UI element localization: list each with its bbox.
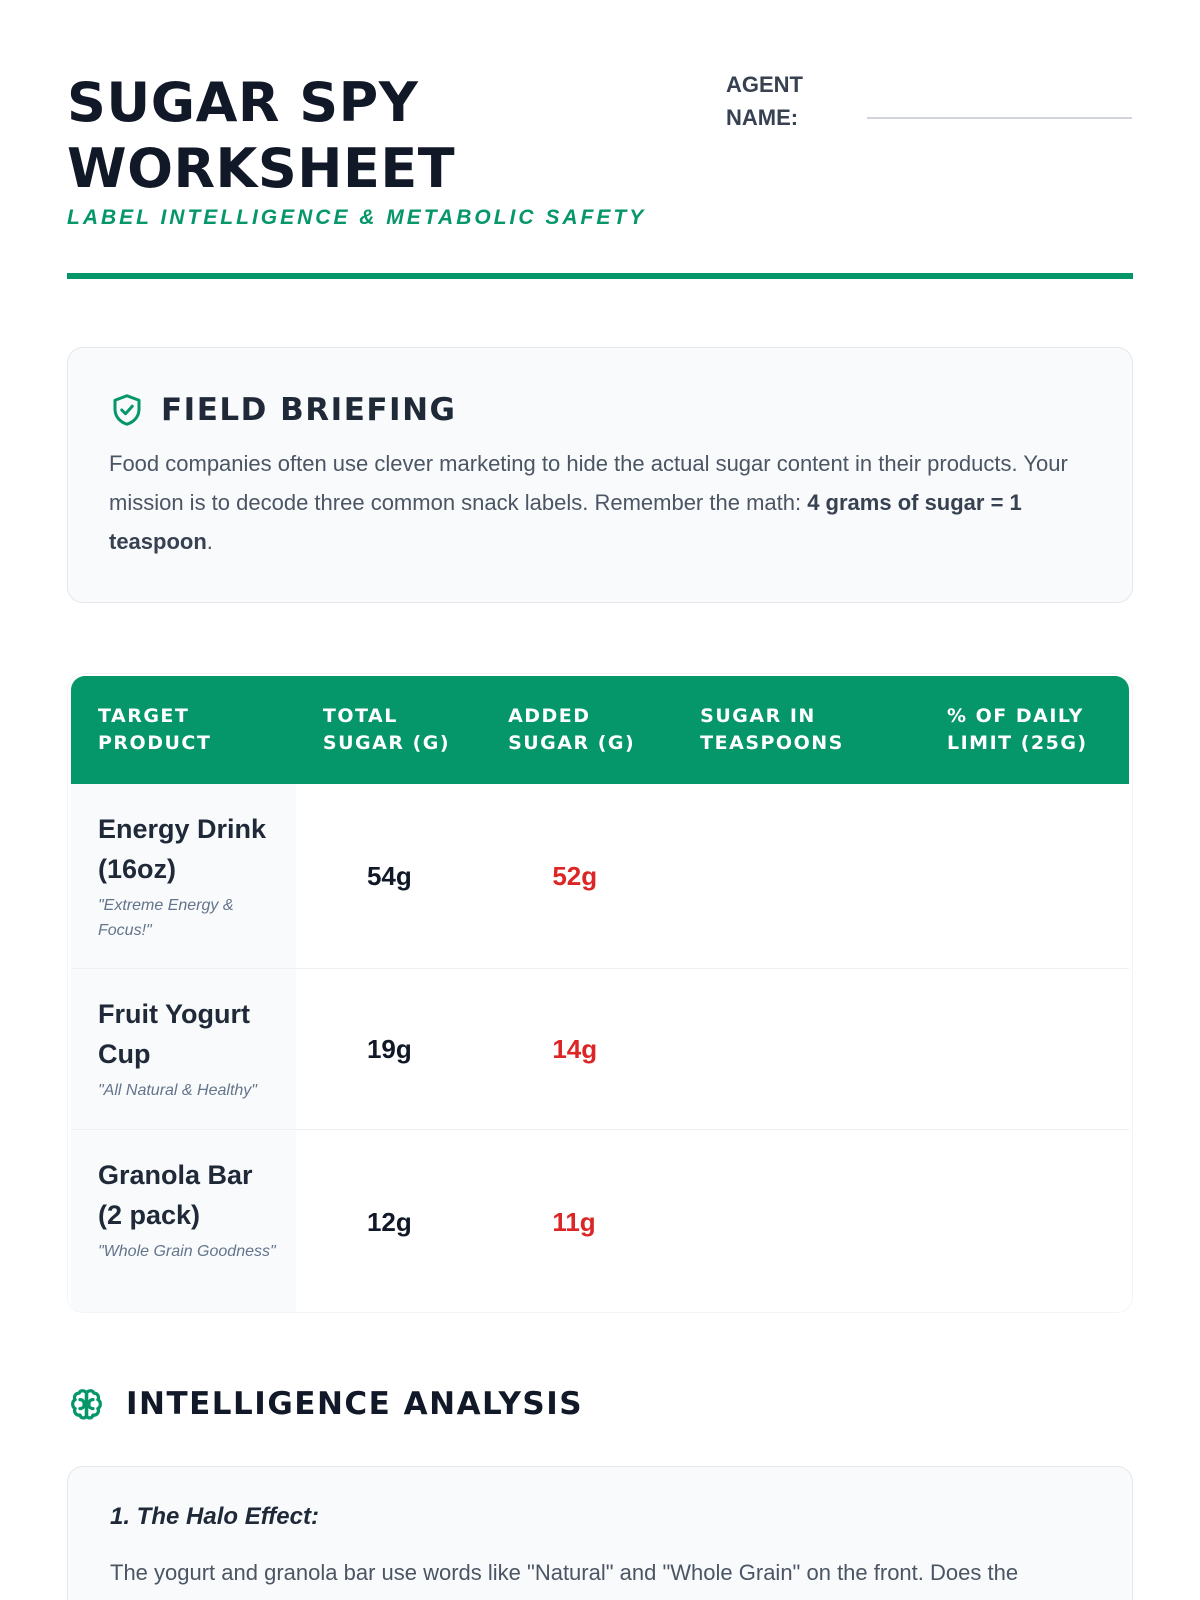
total-sugar-value: 54g bbox=[366, 860, 412, 891]
total-sugar-value: 12g bbox=[366, 1206, 412, 1237]
column-header-target-product bbox=[71, 676, 296, 784]
table-row bbox=[71, 784, 1129, 969]
briefing-text bbox=[109, 444, 1092, 561]
briefing-text-intro: Food companies often use clever marketing to hide the actual sugar content in their products. Your mission is to decode three common snack labels. Remember the math: bbox=[109, 451, 1068, 515]
product-name: Fruit Yogurt Cup bbox=[98, 999, 250, 1069]
sugar-table bbox=[67, 673, 1133, 1313]
column-header-line: SUGAR (G) bbox=[322, 732, 451, 754]
teaspoons-answer-cell[interactable] bbox=[674, 784, 921, 968]
column-header-sugar-teaspoons bbox=[673, 676, 920, 784]
total-sugar-value: 19g bbox=[366, 1033, 412, 1064]
header-divider bbox=[67, 273, 1133, 279]
briefing-heading bbox=[109, 390, 1092, 430]
analysis-title: INTELLIGENCE ANALYSIS bbox=[126, 1386, 584, 1422]
product-cell bbox=[71, 784, 296, 968]
teaspoons-answer-cell[interactable] bbox=[674, 1130, 921, 1313]
question-text: The yogurt and granola bar use words like "Natural" and "Whole Grain" on the front. Does the bbox=[110, 1560, 1019, 1585]
shield-check-icon bbox=[109, 390, 145, 430]
table-row bbox=[71, 969, 1129, 1130]
column-header-daily-limit bbox=[920, 676, 1129, 784]
product-name: Energy Drink (16oz) bbox=[98, 814, 267, 884]
brain-icon bbox=[67, 1385, 106, 1424]
worksheet-header bbox=[67, 0, 1133, 280]
product-claim: "Extreme Energy & Focus!" bbox=[98, 897, 234, 939]
product-name: Granola Bar (2 pack) bbox=[98, 1160, 253, 1230]
column-header-line: % OF DAILY bbox=[946, 705, 1084, 727]
teaspoons-answer-cell[interactable] bbox=[674, 969, 921, 1129]
page-title bbox=[67, 70, 687, 202]
table-row bbox=[71, 1130, 1129, 1313]
briefing-title: FIELD BRIEFING bbox=[161, 392, 457, 428]
product-cell bbox=[71, 1130, 296, 1313]
product-cell bbox=[71, 969, 296, 1129]
column-header-line: LIMIT (25G) bbox=[946, 732, 1088, 754]
column-header-line: SUGAR (G) bbox=[508, 732, 636, 754]
daily-limit-answer-cell[interactable] bbox=[920, 784, 1129, 968]
field-briefing-card bbox=[67, 347, 1133, 603]
question-title: 1. The Halo Effect: bbox=[110, 1503, 319, 1530]
column-header-line: TARGET bbox=[98, 705, 190, 727]
page-subtitle: LABEL INTELLIGENCE & METABOLIC SAFETY bbox=[67, 206, 647, 229]
agent-name-label bbox=[726, 68, 846, 134]
column-header-total-sugar bbox=[296, 676, 481, 784]
question-card bbox=[67, 1466, 1133, 1600]
daily-limit-answer-cell[interactable] bbox=[920, 1130, 1129, 1313]
agent-name-field[interactable] bbox=[867, 117, 1132, 119]
daily-limit-answer-cell[interactable] bbox=[920, 969, 1129, 1129]
product-claim: "Whole Grain Goodness" bbox=[98, 1243, 276, 1260]
column-header-line: TEASPOONS bbox=[700, 732, 844, 754]
title-line-2: WORKSHEET bbox=[67, 137, 456, 200]
agent-label-line-2: NAME: bbox=[726, 105, 799, 130]
added-sugar-value: 11g bbox=[552, 1206, 596, 1237]
column-header-line: TOTAL bbox=[322, 705, 398, 727]
table-header bbox=[71, 676, 1129, 784]
analysis-heading bbox=[67, 1384, 583, 1424]
briefing-text-end: . bbox=[206, 529, 213, 554]
added-sugar-value: 52g bbox=[552, 860, 598, 891]
product-claim: "All Natural & Healthy" bbox=[98, 1082, 257, 1099]
added-sugar-value: 14g bbox=[552, 1033, 598, 1064]
column-header-line: ADDED bbox=[508, 705, 591, 727]
column-header-added-sugar bbox=[481, 676, 673, 784]
briefing-text-math: 4 grams of sugar = 1 teaspoon bbox=[109, 490, 1022, 554]
title-line-1: SUGAR SPY bbox=[67, 71, 419, 134]
column-header-line: SUGAR IN bbox=[700, 705, 816, 727]
column-header-line: PRODUCT bbox=[98, 732, 212, 754]
agent-label-line-1: AGENT bbox=[726, 72, 803, 97]
